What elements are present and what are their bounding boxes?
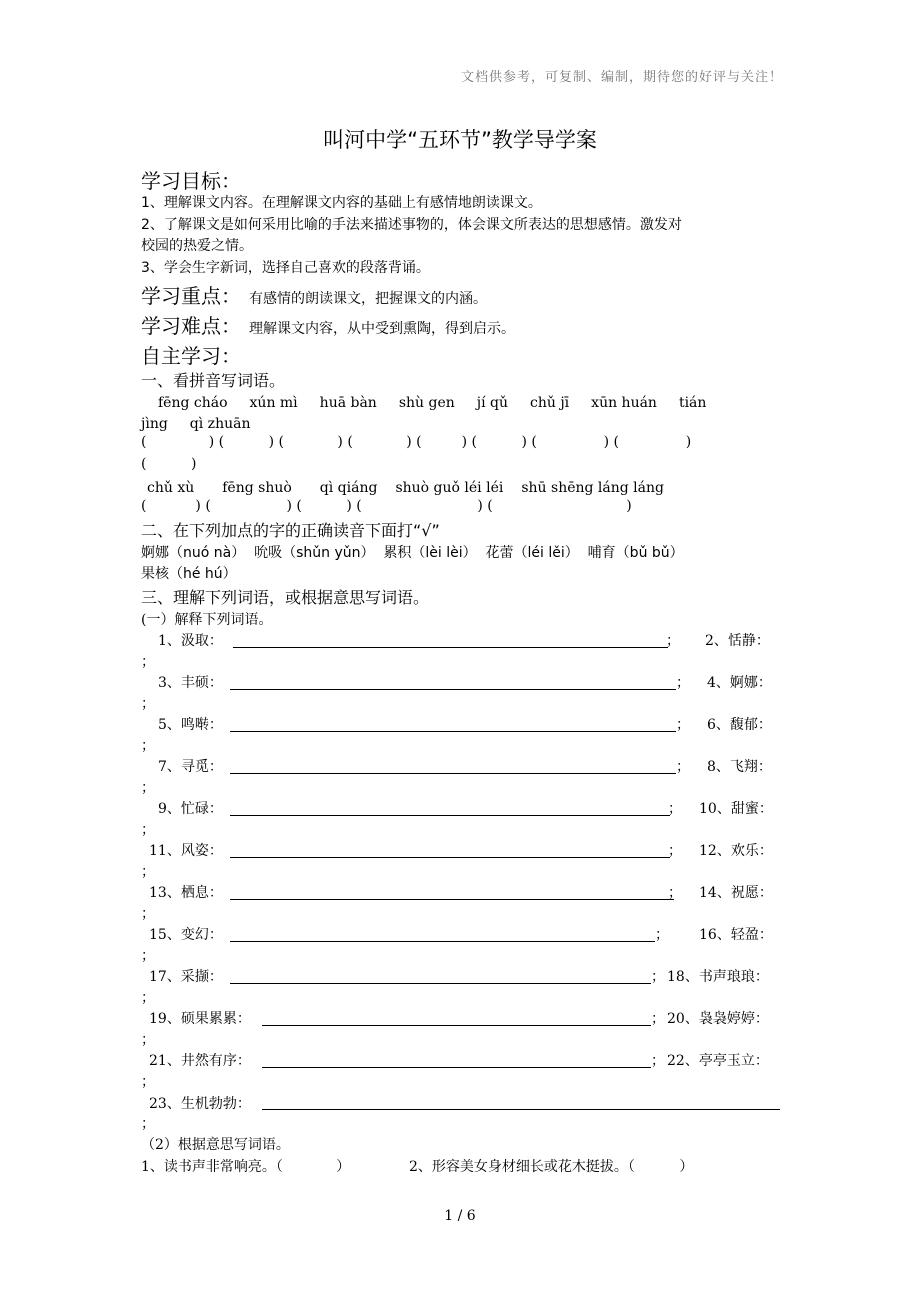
term-left: 5、鸣啭： (158, 717, 223, 733)
difficulty-heading: 学习难点： (141, 314, 241, 338)
term-semicolon: ； (668, 885, 682, 901)
pinyin-item: jìng (141, 416, 168, 432)
answer-line[interactable] (230, 983, 651, 984)
term-semicolon: ； (668, 801, 682, 817)
pinyin-item: shū shēng láng láng (521, 480, 664, 496)
pinyin-row-1 (158, 395, 706, 411)
pinyin-item: chǔ jī (530, 395, 570, 411)
objective-item: 校园的热爱之情。 (141, 238, 253, 254)
term-semicolon: ； (141, 1074, 155, 1090)
term-left: 1、汲取： (158, 633, 223, 649)
answer-parens-row-1: ( ) ( ) ( ) ( ) ( ) ( ) ( ) ( ) (141, 434, 692, 450)
answer-line[interactable] (230, 731, 676, 732)
term-semicolon: ； (676, 675, 690, 691)
section2-heading: 二、在下列加点的字的正确读音下面打“√” (141, 521, 440, 540)
self-study-heading: 自主学习： (141, 344, 241, 368)
section3-heading: 三、理解下列词语，或根据意思写词语。 (141, 588, 430, 607)
term-semicolon: ； (141, 1116, 155, 1132)
pinyin-item: fēng shuò (222, 480, 292, 496)
answer-line[interactable] (233, 647, 668, 648)
section2-line: 果核（hé hú） (141, 566, 237, 582)
term-semicolon: ； (651, 1053, 665, 1069)
term-left: 15、变幻： (149, 927, 223, 943)
term-left: 19、硕果累累： (149, 1011, 251, 1027)
objective-item: 3、学会生字新词，选择自己喜欢的段落背诵。 (141, 260, 430, 276)
term-left: 17、采撷： (149, 969, 223, 985)
term-right: 20、袅袅婷婷： (667, 1011, 769, 1027)
answer-line[interactable] (262, 1025, 651, 1026)
answer-parens-row-2: ( ) ( ) ( ) ( ) ( ) (141, 498, 632, 514)
page-number: 1 / 6 (444, 1208, 476, 1224)
key-point-row (141, 280, 487, 309)
pinyin-item: shuò guǒ léi léi (395, 480, 504, 496)
answer-line[interactable] (230, 941, 655, 942)
term-left: 23、生机勃勃： (149, 1096, 251, 1112)
pinyin-item: qì qiáng (319, 480, 378, 496)
answer-line[interactable] (262, 1109, 780, 1110)
pinyin-item: huā bàn (319, 395, 377, 411)
answer-parens-row-1b: ( ) (141, 456, 197, 472)
term-semicolon: ； (655, 927, 669, 943)
term-right: 16、轻盈： (699, 927, 773, 943)
term-right: 18、书声琅琅： (667, 969, 769, 985)
key-point-text: 有感情的朗读课文，把握课文的内涵。 (249, 291, 487, 307)
term-semicolon: ； (141, 948, 155, 964)
term-right: 12、欢乐： (699, 843, 773, 859)
watermark-text: 文档供参考，可复制、编制，期待您的好评与关注！ (461, 70, 784, 85)
objective-item: 2、了解课文是如何采用比喻的手法来描述事物的，体会课文所表达的思想感情。激发对 (141, 217, 682, 233)
term-right: 10、甜蜜： (699, 801, 773, 817)
term-semicolon: ； (141, 1032, 155, 1048)
term-semicolon: ； (141, 990, 155, 1006)
term-semicolon: ； (141, 696, 155, 712)
term-right: 14、祝愿： (699, 885, 773, 901)
section2-line: 婀娜（nuó nà） 吮吸（shǔn yǔn） 累积（lèi lèi） 花蕾（léi lěi） 哺育（bǔ bǔ） (141, 545, 684, 561)
term-left: 11、风姿： (149, 843, 223, 859)
answer-line[interactable] (230, 815, 670, 816)
term-left: 13、栖息： (149, 885, 223, 901)
term-semicolon: ； (651, 1011, 665, 1027)
term-semicolon: ； (141, 654, 155, 670)
objectives-heading: 学习目标： (141, 169, 241, 193)
term-right: 4、婀娜： (707, 675, 772, 691)
term-left: 9、忙碌： (158, 801, 223, 817)
answer-line[interactable] (230, 773, 676, 774)
objective-item: 1、理解课文内容。在理解课文内容的基础上有感情地朗读课文。 (141, 195, 542, 211)
section3-sub2: （2）根据意思写词语。 (141, 1137, 290, 1153)
page-title: 叫河中学“五环节”教学导学案 (323, 128, 597, 152)
pinyin-item: fēng cháo (158, 395, 228, 411)
pinyin-item: xūn huán (591, 395, 657, 411)
pinyin-item: tián (678, 395, 707, 411)
pinyin-item: xún mì (249, 395, 298, 411)
term-right: 8、飞翔： (707, 759, 772, 775)
write-question-2: 2、形容美女身材细长或花木挺拔。（ ） (409, 1159, 694, 1175)
difficulty-text: 理解课文内容，从中受到熏陶，得到启示。 (249, 321, 515, 337)
pinyin-item: jí qǔ (476, 395, 509, 411)
term-semicolon: ； (141, 822, 155, 838)
term-semicolon: ； (676, 759, 690, 775)
difficulty-row (141, 310, 515, 339)
pinyin-row-2 (147, 480, 664, 496)
term-semicolon: ； (141, 864, 155, 880)
section1-heading: 一、看拼音写词语。 (141, 371, 286, 390)
term-semicolon: ； (141, 780, 155, 796)
term-semicolon: ； (651, 969, 665, 985)
term-semicolon: ； (666, 633, 680, 649)
term-right: 2、恬静： (705, 633, 770, 649)
answer-line[interactable] (230, 689, 676, 690)
answer-line[interactable] (262, 1067, 651, 1068)
term-right: 6、馥郁： (707, 717, 772, 733)
term-left: 21、井然有序： (149, 1053, 251, 1069)
pinyin-item: qì zhuān (189, 416, 251, 432)
pinyin-item: shù gen (398, 395, 455, 411)
write-question-1: 1、读书声非常响亮。（ ） (141, 1159, 351, 1175)
pinyin-row-1b (141, 416, 250, 432)
term-semicolon: ； (676, 717, 690, 733)
term-semicolon: ； (668, 843, 682, 859)
answer-line[interactable] (230, 857, 670, 858)
term-left: 3、丰硕： (158, 675, 223, 691)
term-left: 7、寻觅： (158, 759, 223, 775)
key-point-heading: 学习重点： (141, 284, 241, 308)
term-semicolon: ； (141, 738, 155, 754)
answer-line[interactable] (230, 899, 674, 900)
term-right: 22、亭亭玉立： (667, 1053, 769, 1069)
section3-sub1: (一）解释下列词语。 (141, 612, 273, 628)
pinyin-item: chǔ xù (147, 480, 195, 496)
term-semicolon: ； (141, 906, 155, 922)
